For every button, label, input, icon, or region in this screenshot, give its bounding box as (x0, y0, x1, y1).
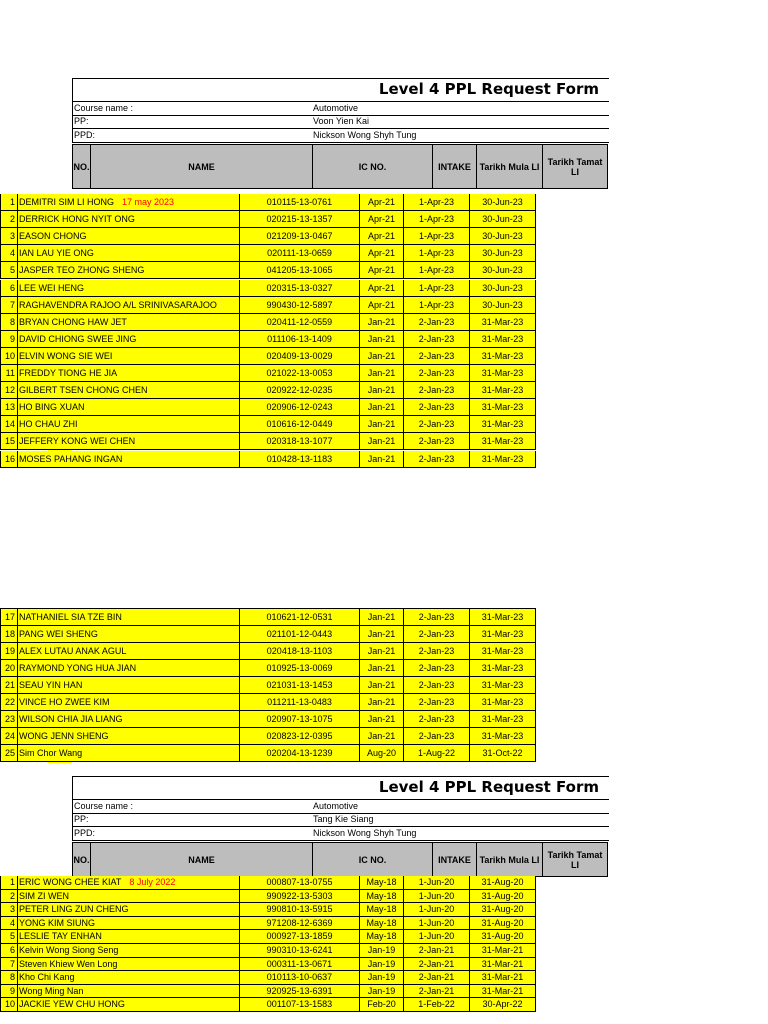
start-date: 2-Jan-23 (404, 728, 470, 744)
start-date: 1-Jun-20 (404, 890, 470, 903)
start-date: 2-Jan-21 (404, 985, 470, 998)
end-date: 31-Mar-23 (470, 609, 536, 625)
intake: Jan-21 (360, 677, 404, 693)
intake: Jan-21 (360, 643, 404, 659)
start-date: 2-Jan-23 (404, 365, 470, 381)
student-name: HO BING XUAN (18, 399, 240, 415)
pp-value: Tang Kie Siang (313, 814, 374, 824)
ic-number: 020315-13-0327 (240, 280, 360, 296)
end-date: 31-Mar-23 (470, 382, 536, 398)
header-no: NO. (73, 145, 91, 188)
row-number: 8 (0, 971, 18, 984)
course-row (72, 799, 609, 814)
ic-number: 020111-13-0659 (240, 245, 360, 261)
pp-row (72, 813, 609, 827)
start-date: 2-Jan-23 (404, 399, 470, 415)
course-label: Course name : (74, 103, 134, 113)
row-number: 3 (0, 903, 18, 916)
course-label: Course name : (74, 801, 134, 811)
end-date: 31-Mar-23 (470, 399, 536, 415)
ppd-row (72, 827, 609, 841)
intake: Jan-19 (360, 971, 404, 984)
end-date: 31-Oct-22 (470, 745, 536, 761)
row-number: 2 (0, 211, 18, 227)
start-date: 1-Jun-20 (404, 903, 470, 916)
student-name: Sim Chor Wang (18, 745, 240, 761)
start-date: 2-Jan-23 (404, 660, 470, 676)
start-date: 2-Jan-23 (404, 626, 470, 642)
intake: May-18 (360, 890, 404, 903)
row-number: 12 (0, 382, 18, 398)
student-name: Wong Ming Nan (18, 985, 240, 998)
intake: Jan-21 (360, 626, 404, 642)
end-date: 30-Jun-23 (470, 262, 536, 278)
table-row (0, 451, 536, 468)
table-row (0, 876, 536, 890)
table-row (0, 903, 536, 917)
ic-number: 021101-12-0443 (240, 626, 360, 642)
student-name: Steven Khiew Wen Long (18, 958, 240, 971)
table-row (0, 609, 536, 626)
start-date: 2-Jan-23 (404, 451, 470, 467)
pp-value: Voon Yien Kai (313, 116, 370, 126)
student-name: NATHANIEL SIA TZE BIN (18, 609, 240, 625)
ic-number: 000927-13-1859 (240, 930, 360, 943)
student-name: Kho Chi Kang (18, 971, 240, 984)
end-date: 31-Mar-21 (470, 958, 536, 971)
intake: May-18 (360, 903, 404, 916)
table-header (72, 144, 608, 189)
form-title-row (72, 776, 609, 799)
student-name: Kelvin Wong Siong Seng (18, 944, 240, 957)
ic-number: 990810-13-5915 (240, 903, 360, 916)
student-name (18, 876, 240, 889)
end-date: 31-Mar-23 (470, 416, 536, 432)
end-date: 31-Mar-23 (470, 711, 536, 727)
table-row (0, 382, 536, 399)
form-title-row (72, 78, 609, 101)
intake: Jan-21 (360, 660, 404, 676)
header-ic: IC NO. (313, 843, 433, 876)
student-name: MOSES PAHANG INGAN (18, 451, 240, 467)
row-number: 15 (0, 433, 18, 449)
start-date: 1-Apr-23 (404, 280, 470, 296)
row-number: 1 (0, 876, 18, 889)
intake: Apr-21 (360, 280, 404, 296)
form-title: Level 4 PPL Request Form (378, 80, 599, 98)
intake: Jan-21 (360, 728, 404, 744)
intake: Jan-21 (360, 609, 404, 625)
end-date: 30-Jun-23 (470, 297, 536, 313)
student-name: GILBERT TSEN CHONG CHEN (18, 382, 240, 398)
table-row (0, 280, 536, 297)
intake: May-18 (360, 930, 404, 943)
ic-number: 020215-13-1357 (240, 211, 360, 227)
table-row (0, 626, 536, 643)
student-name: DAVID CHIONG SWEE JING (18, 331, 240, 347)
start-date: 2-Jan-21 (404, 958, 470, 971)
row-number: 8 (0, 314, 18, 330)
row-number: 5 (0, 262, 18, 278)
row-number: 25 (0, 745, 18, 761)
start-date: 2-Jan-23 (404, 416, 470, 432)
student-name: YONG KIM SIUNG (18, 917, 240, 930)
header-name: NAME (91, 843, 313, 876)
row-number: 17 (0, 609, 18, 625)
course-value: Automotive (313, 103, 359, 113)
row-number: 22 (0, 694, 18, 710)
table-row (0, 643, 536, 660)
ic-number: 010115-13-0761 (240, 194, 360, 210)
row-number: 9 (0, 331, 18, 347)
row-number: 20 (0, 660, 18, 676)
table-row (0, 677, 536, 694)
intake: Jan-21 (360, 348, 404, 364)
start-date: 2-Jan-23 (404, 711, 470, 727)
student-name: WONG JENN SHENG (18, 728, 240, 744)
start-date: 1-Jun-20 (404, 876, 470, 889)
end-date: 30-Apr-22 (470, 998, 536, 1011)
ic-number: 041205-13-1065 (240, 262, 360, 278)
table-row (0, 194, 536, 211)
start-date: 2-Jan-23 (404, 643, 470, 659)
row-number: 14 (0, 416, 18, 432)
ic-number: 020318-13-1077 (240, 433, 360, 449)
student-name: ALEX LUTAU ANAK AGUL (18, 643, 240, 659)
student-name-text: ERIC WONG CHEE KIAT (19, 877, 122, 887)
start-date: 1-Apr-23 (404, 297, 470, 313)
intake: Jan-21 (360, 382, 404, 398)
intake: Jan-21 (360, 694, 404, 710)
start-date: 1-Apr-23 (404, 262, 470, 278)
end-date: 31-Mar-23 (470, 314, 536, 330)
row-number: 6 (0, 280, 18, 296)
student-name: LESLIE TAY ENHAN (18, 930, 240, 943)
start-date: 2-Jan-23 (404, 694, 470, 710)
header-tamat: Tarikh Tamat LI (547, 849, 603, 870)
intake: Jan-21 (360, 416, 404, 432)
header-name: NAME (91, 145, 313, 188)
row-number: 2 (0, 890, 18, 903)
intake: May-18 (360, 917, 404, 930)
end-date: 31-Aug-20 (470, 890, 536, 903)
intake: Apr-21 (360, 211, 404, 227)
ic-number: 020418-13-1103 (240, 643, 360, 659)
student-name-text: DEMITRI SIM LI HONG (19, 197, 115, 207)
row-number: 4 (0, 245, 18, 261)
intake: Jan-21 (360, 365, 404, 381)
end-date: 31-Mar-23 (470, 348, 536, 364)
student-name: VINCE HO ZWEE KIM (18, 694, 240, 710)
ic-number: 000311-13-0671 (240, 958, 360, 971)
student-table-2 (0, 876, 536, 1012)
header-mula: Tarikh Mula LI (477, 843, 543, 876)
student-name: PANG WEI SHENG (18, 626, 240, 642)
start-date: 2-Jan-21 (404, 944, 470, 957)
ic-number: 990310-13-6241 (240, 944, 360, 957)
student-name: SEAU YIN HAN (18, 677, 240, 693)
start-date: 1-Jun-20 (404, 930, 470, 943)
table-row (0, 985, 536, 999)
end-date: 31-Mar-23 (470, 626, 536, 642)
intake: Jan-21 (360, 331, 404, 347)
ic-number: 021209-13-0467 (240, 228, 360, 244)
course-row (72, 101, 609, 116)
intake: Apr-21 (360, 297, 404, 313)
start-date: 2-Jan-23 (404, 314, 470, 330)
table-row (0, 433, 536, 450)
ic-number: 971208-12-6369 (240, 917, 360, 930)
student-name: DERRICK HONG NYIT ONG (18, 211, 240, 227)
student-name: RAGHAVENDRA RAJOO A/L SRINIVASARAJOO (18, 297, 240, 313)
ic-number: 000807-13-0755 (240, 876, 360, 889)
intake: Jan-21 (360, 433, 404, 449)
end-date: 31-Aug-20 (470, 917, 536, 930)
table-row (0, 958, 536, 972)
student-name: FREDDY TIONG HE JIA (18, 365, 240, 381)
date-note: 8 July 2022 (129, 877, 176, 887)
student-name: JACKIE YEW CHU HONG (18, 998, 240, 1011)
student-name: IAN LAU YIE ONG (18, 245, 240, 261)
start-date: 1-Apr-23 (404, 211, 470, 227)
row-number: 10 (0, 998, 18, 1011)
table-row (0, 297, 536, 314)
end-date: 31-Mar-23 (470, 451, 536, 467)
ic-number: 990922-13-5303 (240, 890, 360, 903)
intake: Jan-21 (360, 711, 404, 727)
ic-number: 021022-13-0053 (240, 365, 360, 381)
start-date: 1-Apr-23 (404, 194, 470, 210)
end-date: 30-Jun-23 (470, 211, 536, 227)
start-date: 2-Jan-23 (404, 677, 470, 693)
row-number: 10 (0, 348, 18, 364)
end-date: 31-Mar-21 (470, 944, 536, 957)
ic-number: 020409-13-0029 (240, 348, 360, 364)
end-date: 31-Mar-23 (470, 660, 536, 676)
end-date: 31-Mar-23 (470, 694, 536, 710)
table-row (0, 262, 536, 279)
ic-number: 011106-13-1409 (240, 331, 360, 347)
row-number: 5 (0, 930, 18, 943)
student-name: EASON CHONG (18, 228, 240, 244)
ic-number: 010616-12-0449 (240, 416, 360, 432)
row-number: 13 (0, 399, 18, 415)
table-header (72, 842, 608, 877)
header-intake: INTAKE (433, 843, 477, 876)
intake: Apr-21 (360, 194, 404, 210)
table-row (0, 745, 536, 762)
pp-row (72, 115, 609, 129)
ic-number: 010621-12-0531 (240, 609, 360, 625)
student-name: PETER LING ZUN CHENG (18, 903, 240, 916)
ic-number: 020907-13-1075 (240, 711, 360, 727)
ic-number: 020411-12-0559 (240, 314, 360, 330)
row-number: 24 (0, 728, 18, 744)
start-date: 2-Jan-23 (404, 382, 470, 398)
table-row (0, 365, 536, 382)
student-name: JASPER TEO ZHONG SHENG (18, 262, 240, 278)
start-date: 1-Feb-22 (404, 998, 470, 1011)
end-date: 31-Mar-23 (470, 643, 536, 659)
ic-number: 020922-12-0235 (240, 382, 360, 398)
date-note: 17 may 2023 (122, 197, 175, 207)
student-table-1 (0, 194, 536, 468)
table-row (0, 314, 536, 331)
student-name: HO CHAU ZHI (18, 416, 240, 432)
intake: May-18 (360, 876, 404, 889)
start-date: 1-Apr-23 (404, 228, 470, 244)
ppd-label: PPD: (74, 130, 96, 140)
student-name: JEFFERY KONG WEI CHEN (18, 433, 240, 449)
row-number: 23 (0, 711, 18, 727)
table-row (0, 998, 536, 1012)
pp-label: PP: (74, 116, 89, 126)
table-row (0, 711, 536, 728)
row-number: 11 (0, 365, 18, 381)
ic-number: 990430-12-5897 (240, 297, 360, 313)
start-date: 1-Jun-20 (404, 917, 470, 930)
table-row (0, 890, 536, 904)
ppd-value: Nickson Wong Shyh Tung (313, 130, 417, 140)
end-date: 31-Aug-20 (470, 876, 536, 889)
table-row (0, 245, 536, 262)
end-date: 31-Aug-20 (470, 930, 536, 943)
header-ic: IC NO. (313, 145, 433, 188)
end-date: 31-Mar-21 (470, 985, 536, 998)
start-date: 2-Jan-23 (404, 331, 470, 347)
table-row (0, 399, 536, 416)
intake: Apr-21 (360, 245, 404, 261)
row-number: 7 (0, 297, 18, 313)
intake: Jan-21 (360, 399, 404, 415)
intake: Apr-21 (360, 262, 404, 278)
student-name: SIM ZI WEN (18, 890, 240, 903)
start-date: 2-Jan-23 (404, 433, 470, 449)
ic-number: 010113-10-0637 (240, 971, 360, 984)
header-no: NO. (73, 843, 91, 876)
form-title: Level 4 PPL Request Form (378, 778, 599, 796)
ic-number: 010428-13-1183 (240, 451, 360, 467)
start-date: 2-Jan-23 (404, 348, 470, 364)
header-mula: Tarikh Mula LI (477, 145, 543, 188)
table-row (0, 971, 536, 985)
table-row (0, 416, 536, 433)
header-intake: INTAKE (433, 145, 477, 188)
intake: Aug-20 (360, 745, 404, 761)
intake: Feb-20 (360, 998, 404, 1011)
student-name: LEE WEI HENG (18, 280, 240, 296)
table-row (0, 728, 536, 745)
end-date: 31-Aug-20 (470, 903, 536, 916)
row-number: 9 (0, 985, 18, 998)
end-date: 30-Jun-23 (470, 228, 536, 244)
row-number: 16 (0, 451, 18, 467)
student-name: BRYAN CHONG HAW JET (18, 314, 240, 330)
pp-label: PP: (74, 814, 89, 824)
table-row (0, 211, 536, 228)
row-number: 6 (0, 944, 18, 957)
table-row (0, 944, 536, 958)
student-name: RAYMOND YONG HUA JIAN (18, 660, 240, 676)
ppd-row (72, 129, 609, 143)
start-date: 2-Jan-21 (404, 971, 470, 984)
end-date: 31-Mar-23 (470, 677, 536, 693)
table-row (0, 348, 536, 365)
row-number: 19 (0, 643, 18, 659)
end-date: 31-Mar-23 (470, 433, 536, 449)
row-number: 21 (0, 677, 18, 693)
ic-number: 010925-13-0069 (240, 660, 360, 676)
row-number: 1 (0, 194, 18, 210)
end-date: 31-Mar-21 (470, 971, 536, 984)
end-date: 30-Jun-23 (470, 245, 536, 261)
end-date: 30-Jun-23 (470, 194, 536, 210)
table-row (0, 228, 536, 245)
header-tamat: Tarikh Tamat LI (547, 156, 603, 177)
ppd-label: PPD: (74, 828, 96, 838)
start-date: 1-Apr-23 (404, 245, 470, 261)
student-table-1-continued (0, 608, 536, 762)
ic-number: 001107-13-1583 (240, 998, 360, 1011)
course-value: Automotive (313, 801, 359, 811)
end-date: 31-Mar-23 (470, 331, 536, 347)
table-row (0, 917, 536, 931)
end-date: 31-Mar-23 (470, 728, 536, 744)
ic-number: 011211-13-0483 (240, 694, 360, 710)
ic-number: 021031-13-1453 (240, 677, 360, 693)
student-name (18, 194, 240, 210)
table-row (0, 930, 536, 944)
intake: Jan-19 (360, 944, 404, 957)
ic-number: 920925-13-6391 (240, 985, 360, 998)
table-row (0, 694, 536, 711)
intake: Apr-21 (360, 228, 404, 244)
start-date: 1-Aug-22 (404, 745, 470, 761)
intake: Jan-21 (360, 314, 404, 330)
ppd-value: Nickson Wong Shyh Tung (313, 828, 417, 838)
ic-number: 020823-12-0395 (240, 728, 360, 744)
row-number: 18 (0, 626, 18, 642)
end-date: 31-Mar-23 (470, 365, 536, 381)
intake: Jan-19 (360, 958, 404, 971)
row-number: 4 (0, 917, 18, 930)
ic-number: 020204-13-1239 (240, 745, 360, 761)
table-row (0, 660, 536, 677)
table-row (0, 331, 536, 348)
end-date: 30-Jun-23 (470, 280, 536, 296)
intake: Jan-21 (360, 451, 404, 467)
intake: Jan-19 (360, 985, 404, 998)
row-number: 3 (0, 228, 18, 244)
student-name: ELVIN WONG SIE WEI (18, 348, 240, 364)
student-name: WILSON CHIA JIA LIANG (18, 711, 240, 727)
start-date: 2-Jan-23 (404, 609, 470, 625)
row-number: 7 (0, 958, 18, 971)
ic-number: 020906-12-0243 (240, 399, 360, 415)
